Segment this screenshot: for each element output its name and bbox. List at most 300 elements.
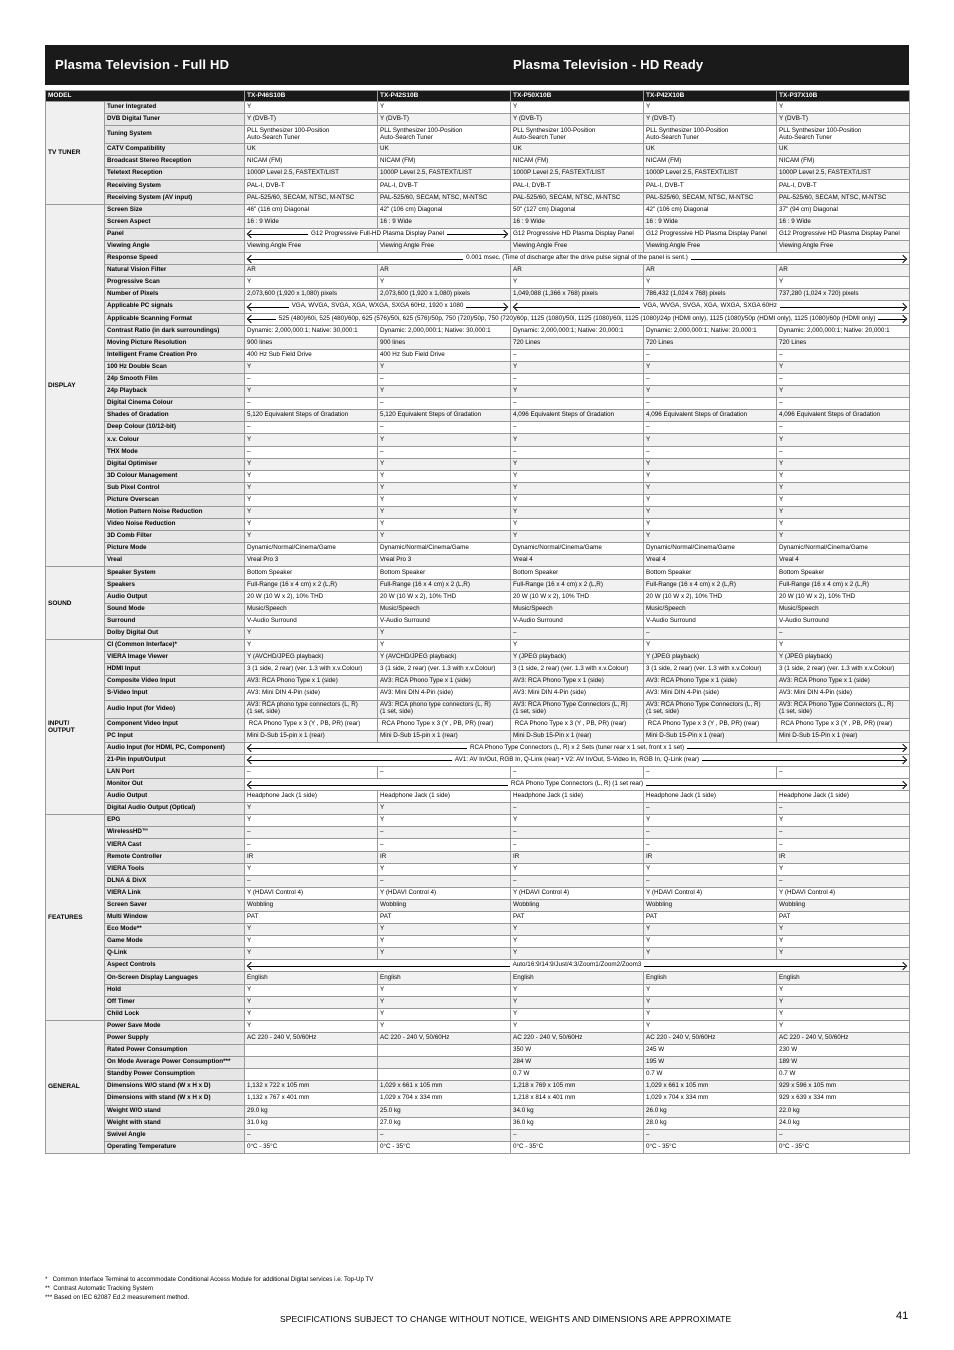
spec-value: English [644,972,777,984]
spec-row [46,446,910,458]
spec-value: – [511,875,644,887]
spec-value: Y [511,640,644,652]
spec-value: Y [245,458,378,470]
spec-row [46,984,910,996]
spec-value: – [245,766,378,778]
spec-row [46,519,910,531]
spec-value: Y [644,102,777,114]
spec-value: IR [245,851,378,863]
spec-value: AV3: RCA Phono Type x 1 (side) [644,676,777,688]
spec-row [46,192,910,204]
spec-value: PLL Synthesizer 100-Position Auto-Search Tuner [777,126,910,144]
spec-row [46,434,910,446]
spec-value: RCA Phono Type x 3 (Y , PB, PR) (rear) [644,718,777,730]
spec-row [46,676,910,688]
spec-value: Y [245,984,378,996]
spec-value: RCA Phono Type x 3 (Y , PB, PR) (rear) [378,718,511,730]
spec-value: Bottom Speaker [644,567,777,579]
spec-value: Y [511,277,644,289]
spec-value: RCA Phono Type x 3 (Y , PB, PR) (rear) [245,718,378,730]
spec-row [46,386,910,398]
spec-value: 16 : 9 Wide [777,216,910,228]
spec-value: 16 : 9 Wide [644,216,777,228]
spec-value: Y [245,102,378,114]
spec-value: 0°C - 35°C [378,1141,511,1153]
spec-value: 37" (94 cm) Diagonal [777,204,910,216]
feature-label: Screen Size [105,204,245,216]
arrow-right-icon [500,303,508,311]
spec-row [46,494,910,506]
spec-row [46,204,910,216]
spec-value: Wobbling [511,899,644,911]
spec-value: – [245,373,378,385]
spec-value: AC 220 - 240 V, 50/60Hz [644,1032,777,1044]
spec-value: Y [511,494,644,506]
spec-value: RCA Phono Type x 3 (Y , PB, PR) (rear) [777,718,910,730]
spec-value: Dynamic: 2,000,000:1; Native: 30,000:1 [378,325,511,337]
spec-value: Headphone Jack (1 side) [777,791,910,803]
feature-label: Q-Link [105,948,245,960]
spec-value: Y [378,1008,511,1020]
spec-value: – [777,1129,910,1141]
spec-row [46,664,910,676]
feature-label: Multi Window [105,912,245,924]
feature-label: Digital Cinema Colour [105,398,245,410]
spec-value: Y [644,507,777,519]
spec-value: Y [511,482,644,494]
spec-value: 3 (1 side, 2 rear) (ver. 1.3 with x.v.Colour) [245,664,378,676]
span-label: AV1: AV In/Out, RGB In, Q-Link (rear) • V2: AV In/Out, S-Video In, RGB In, Q-Link (rear) [452,756,702,763]
spec-value: IR [777,851,910,863]
spec-row [46,114,910,126]
spec-value: 3 (1 side, 2 rear) (ver. 1.3 with x.v.Colour) [777,664,910,676]
spec-value: Y [245,815,378,827]
feature-label: Sub Pixel Control [105,482,245,494]
spec-row [46,458,910,470]
spec-value: Dynamic: 2,000,000:1; Native: 20,000:1 [644,325,777,337]
spec-row [46,652,910,664]
spec-value: Y (JPEG playback) [644,652,777,664]
spec-value: PAT [777,912,910,924]
spec-value: 16 : 9 Wide [245,216,378,228]
feature-label: CATV Compatibility [105,144,245,156]
spec-value: Full-Range (16 x 4 cm) x 2 (L,R) [378,579,511,591]
spec-value [245,1057,378,1069]
spec-value: AV3: RCA Phono Type Connectors (L, R) (1 set, side) [511,700,644,718]
spanned-value [245,778,910,790]
feature-label: Power Save Mode [105,1020,245,1032]
spec-value: Mini D-Sub 15-pin x 1 (rear) [245,730,378,742]
spec-value: Y (DVB-T) [511,114,644,126]
spec-value: AC 220 - 240 V, 50/60Hz [245,1032,378,1044]
spec-value: Viewing Angle Free [644,240,777,252]
spec-value: Y [378,996,511,1008]
spanned-value [245,960,910,972]
spec-row [46,803,910,815]
feature-label: Game Mode [105,936,245,948]
spec-row [46,899,910,911]
arrow-right-icon [899,315,907,323]
spec-value: 929 x 596 x 105 mm [777,1081,910,1093]
spec-value: 720 Lines [644,337,777,349]
spec-value: Y [245,434,378,446]
spec-value: Y [511,519,644,531]
feature-label: 24p Smooth Film [105,373,245,385]
spec-value: Y [378,277,511,289]
spec-value: – [245,827,378,839]
feature-label: Audio Input (for Video) [105,700,245,718]
spec-value: Y [644,1008,777,1020]
model-header: TX-P46S10B [245,91,378,102]
model-header-row [46,91,910,102]
spec-value: Bottom Speaker [511,567,644,579]
spec-row [46,301,910,313]
spec-value: Y [378,361,511,373]
spec-value: 20 W (10 W x 2), 10% THD [777,591,910,603]
spec-value: PAL-525/60, SECAM, NTSC, M-NTSC [511,192,644,204]
feature-label: Standby Power Consumption [105,1069,245,1081]
spec-value: 4,096 Equivalent Steps of Gradation [777,410,910,422]
spec-value: Dynamic/Normal/Cinema/Game [777,543,910,555]
spec-value: Bottom Speaker [245,567,378,579]
spec-value: Y [378,531,511,543]
spec-value: Y [644,936,777,948]
feature-label: THX Mode [105,446,245,458]
spec-value: Y [511,361,644,373]
spec-value: – [245,446,378,458]
spec-value: – [378,875,511,887]
spec-value: Y [777,386,910,398]
spec-value: 0°C - 35°C [245,1141,378,1153]
spec-value: 3 (1 side, 2 rear) (ver. 1.3 with x.v.Colour) [644,664,777,676]
spec-value: 20 W (10 W x 2), 10% THD [245,591,378,603]
spec-row [46,555,910,567]
spec-value: 42" (106 cm) Diagonal [644,204,777,216]
spec-row [46,778,910,790]
feature-label: DLNA & DivX [105,875,245,887]
spec-value: Y (DVB-T) [777,114,910,126]
spec-value: – [777,349,910,361]
feature-label: Teletext Reception [105,168,245,180]
spec-value: Y [777,863,910,875]
spec-value: AR [777,265,910,277]
feature-label: Applicable Scanning Format [105,313,245,325]
spec-value: Y [644,386,777,398]
spec-value: Y [245,1020,378,1032]
spec-value: Y [245,996,378,1008]
spec-value: 24.0 kg [777,1117,910,1129]
spec-row [46,791,910,803]
spec-value: Y [378,948,511,960]
spec-value: Mini D-Sub 15-Pin x 1 (rear) [644,730,777,742]
spec-value: PAT [511,912,644,924]
spec-value [378,1069,511,1081]
spec-value: – [511,827,644,839]
spec-value: – [511,422,644,434]
spec-value: – [245,422,378,434]
spec-value: – [777,766,910,778]
spec-value: Viewing Angle Free [777,240,910,252]
feature-label: Swivel Angle [105,1129,245,1141]
spec-value: Full-Range (16 x 4 cm) x 2 (L,R) [777,579,910,591]
spec-value: PAT [378,912,511,924]
feature-label: Response Speed [105,253,245,265]
spec-value: Y (HDAVI Control 4) [378,887,511,899]
spec-value: Dynamic/Normal/Cinema/Game [511,543,644,555]
spec-value: Y [511,102,644,114]
spec-value: Y [511,936,644,948]
spec-value: 1,029 x 704 x 334 mm [378,1093,511,1105]
footnote: * Common Interface Terminal to accommodate Conditional Access Module for additional Digital services i.e. Top-Up TV [45,1276,374,1283]
spec-row [46,948,910,960]
spec-value: PAT [644,912,777,924]
feature-label: Dimensions W/O stand (W x H x D) [105,1081,245,1093]
spec-value: Y [378,494,511,506]
spec-row [46,700,910,718]
spec-value: 720 Lines [777,337,910,349]
spec-value: – [378,422,511,434]
feature-label: VIERA Link [105,887,245,899]
spec-value: NICAM (FM) [511,156,644,168]
spec-value: Y [777,458,910,470]
spec-value: Y [644,815,777,827]
spec-value: Y [511,984,644,996]
spec-value: Y [511,815,644,827]
spec-row [46,875,910,887]
feature-label: Eco Mode** [105,924,245,936]
spec-value: Y [245,494,378,506]
spec-row [46,1141,910,1153]
group-label: DISPLAY [46,204,105,567]
spec-value: 284 W [511,1057,644,1069]
spec-value: – [378,446,511,458]
spec-value: RCA Phono Type x 3 (Y , PB, PR) (rear) [511,718,644,730]
spec-value: Y (DVB-T) [245,114,378,126]
spec-value [245,1045,378,1057]
arrow-right-icon [899,756,907,764]
feature-label: Composite Video Input [105,676,245,688]
spec-value: 786,432 (1,024 x 768) pixels [644,289,777,301]
spec-value: G12 Progressive HD Plasma Display Panel [777,228,910,240]
spec-value: Y (JPEG playback) [511,652,644,664]
feature-label: Speaker System [105,567,245,579]
spec-value: Y [378,102,511,114]
spec-value: English [245,972,378,984]
spec-value: – [378,1129,511,1141]
spec-value: Y [378,519,511,531]
feature-label: Off Timer [105,996,245,1008]
spec-value: Headphone Jack (1 side) [245,791,378,803]
feature-label: Audio Output [105,591,245,603]
spec-value: – [644,827,777,839]
feature-label: 100 Hz Double Scan [105,361,245,373]
spec-row [46,996,910,1008]
footnote: *** Based on IEC 62087 Ed.2 measurement method. [45,1294,190,1301]
span-label: G12 Progressive Full-HD Plasma Display Panel [308,230,447,237]
spec-row [46,627,910,639]
spec-value: Y [777,482,910,494]
spanned-value [245,253,910,265]
spec-value: V-Audio Surround [644,615,777,627]
spec-value: Y [511,507,644,519]
feature-label: Power Supply [105,1032,245,1044]
spec-value: AR [378,265,511,277]
spec-row [46,1093,910,1105]
arrow-left-icon [247,254,255,262]
spec-value: Y [245,361,378,373]
spec-value: 31.0 kg [245,1117,378,1129]
spec-row [46,144,910,156]
spec-value: 900 lines [378,337,511,349]
spec-row [46,960,910,972]
spec-value: Wobbling [777,899,910,911]
spec-row [46,265,910,277]
spec-value: Y [245,640,378,652]
spec-value: AC 220 - 240 V, 50/60Hz [511,1032,644,1044]
model-header: TX-P37X10B [777,91,910,102]
spec-row [46,742,910,754]
spec-value: – [777,627,910,639]
arrow-left-icon [247,744,255,752]
spec-value: Y [245,386,378,398]
spec-value: Y [245,803,378,815]
feature-label: 3D Comb Filter [105,531,245,543]
spec-row [46,337,910,349]
spec-value: Vreal Pro 3 [245,555,378,567]
spec-value: NICAM (FM) [378,156,511,168]
spec-value: Y [511,458,644,470]
feature-label: Audio Output [105,791,245,803]
spec-value: 1000P Level 2.5, FASTEXT/LIST [644,168,777,180]
feature-label: Remote Controller [105,851,245,863]
feature-label: Viewing Angle [105,240,245,252]
spec-value: – [378,398,511,410]
spec-value: Y [777,948,910,960]
spec-value: – [777,422,910,434]
feature-label: Screen Saver [105,899,245,911]
spec-value: V-Audio Surround [511,615,644,627]
spec-value: Y [511,386,644,398]
spec-value: Y [378,984,511,996]
feature-label: Sound Mode [105,603,245,615]
spec-value: 1000P Level 2.5, FASTEXT/LIST [245,168,378,180]
spec-value: 230 W [777,1045,910,1057]
spec-value: Y [378,482,511,494]
spec-value: Wobbling [378,899,511,911]
spec-row [46,912,910,924]
footnotes [45,1275,373,1302]
spec-value: Y [245,470,378,482]
spec-row [46,156,910,168]
spec-value: Y (AVCHD/JPEG playback) [378,652,511,664]
spec-value: Music/Speech [378,603,511,615]
arrow-left-icon [247,780,255,788]
feature-label: Broadcast Stereo Reception [105,156,245,168]
spec-value: 1000P Level 2.5, FASTEXT/LIST [378,168,511,180]
spec-value: Y (HDAVI Control 4) [245,887,378,899]
arrow-right-icon [899,254,907,262]
spec-value: Y [378,815,511,827]
feature-label: VIERA Image Viewer [105,652,245,664]
spec-value: Y [378,803,511,815]
spec-value: Y (DVB-T) [378,114,511,126]
feature-label: Motion Pattern Noise Reduction [105,507,245,519]
spec-value: Y [644,984,777,996]
arrow-left-icon [247,230,255,238]
span-label: VGA, WVGA, SVGA, XGA, WXGA, SXGA 60Hz, 1920 x 1080 [289,302,467,309]
spec-value: Y [777,102,910,114]
spec-row [46,543,910,555]
spec-value: – [378,766,511,778]
spec-value: 1000P Level 2.5, FASTEXT/LIST [777,168,910,180]
spec-value: Vreal 4 [644,555,777,567]
spec-value: 42" (106 cm) Diagonal [378,204,511,216]
spec-value: Viewing Angle Free [511,240,644,252]
spec-value: 0°C - 35°C [777,1141,910,1153]
spec-value: Y [245,507,378,519]
spec-value: Y [378,434,511,446]
spec-value: – [644,349,777,361]
spec-value: 4,096 Equivalent Steps of Gradation [511,410,644,422]
spec-value: Y [378,1020,511,1032]
spec-row [46,240,910,252]
arrow-left-icon [247,303,255,311]
spec-value: PAL-I, DVB-T [245,180,378,192]
spec-value: 29.0 kg [245,1105,378,1117]
spec-value: 350 W [511,1045,644,1057]
spec-row [46,216,910,228]
feature-label: WirelessHD™ [105,827,245,839]
spec-value: PLL Synthesizer 100-Position Auto-Search Tuner [511,126,644,144]
spec-row [46,936,910,948]
feature-label: Vreal [105,555,245,567]
spec-row [46,827,910,839]
feature-label: Dimensions with stand (W x H x D) [105,1093,245,1105]
feature-label: Screen Aspect [105,216,245,228]
section-title-hd-ready: Plasma Television - HD Ready [513,57,704,72]
spec-value: Y [644,531,777,543]
feature-label: Digital Audio Output (Optical) [105,803,245,815]
spec-value: AV3: RCA Phono Type Connectors (L, R) (1 set, side) [644,700,777,718]
spec-value: Y [378,507,511,519]
feature-label: Tuner Integrated [105,102,245,114]
spec-value: Vreal 4 [777,555,910,567]
spec-value: – [245,398,378,410]
spec-value: – [245,875,378,887]
spec-row [46,754,910,766]
spec-value: 929 x 639 x 334 mm [777,1093,910,1105]
feature-label: Moving Picture Resolution [105,337,245,349]
feature-label: Picture Mode [105,543,245,555]
spec-value: 720 Lines [511,337,644,349]
spec-value [378,1045,511,1057]
spec-value: – [245,839,378,851]
spec-value: Y [511,924,644,936]
spec-value: Headphone Jack (1 side) [511,791,644,803]
spec-value: AR [644,265,777,277]
group-label: SOUND [46,567,105,640]
feature-label: Operating Temperature [105,1141,245,1153]
spec-value: – [777,446,910,458]
spec-row [46,398,910,410]
group-label: INPUT/ OUTPUT [46,640,105,815]
spec-row [46,1105,910,1117]
spec-value: – [511,627,644,639]
spec-value: – [378,827,511,839]
spec-value: Y [245,482,378,494]
spanned-value [245,754,910,766]
spec-value: Y [777,984,910,996]
